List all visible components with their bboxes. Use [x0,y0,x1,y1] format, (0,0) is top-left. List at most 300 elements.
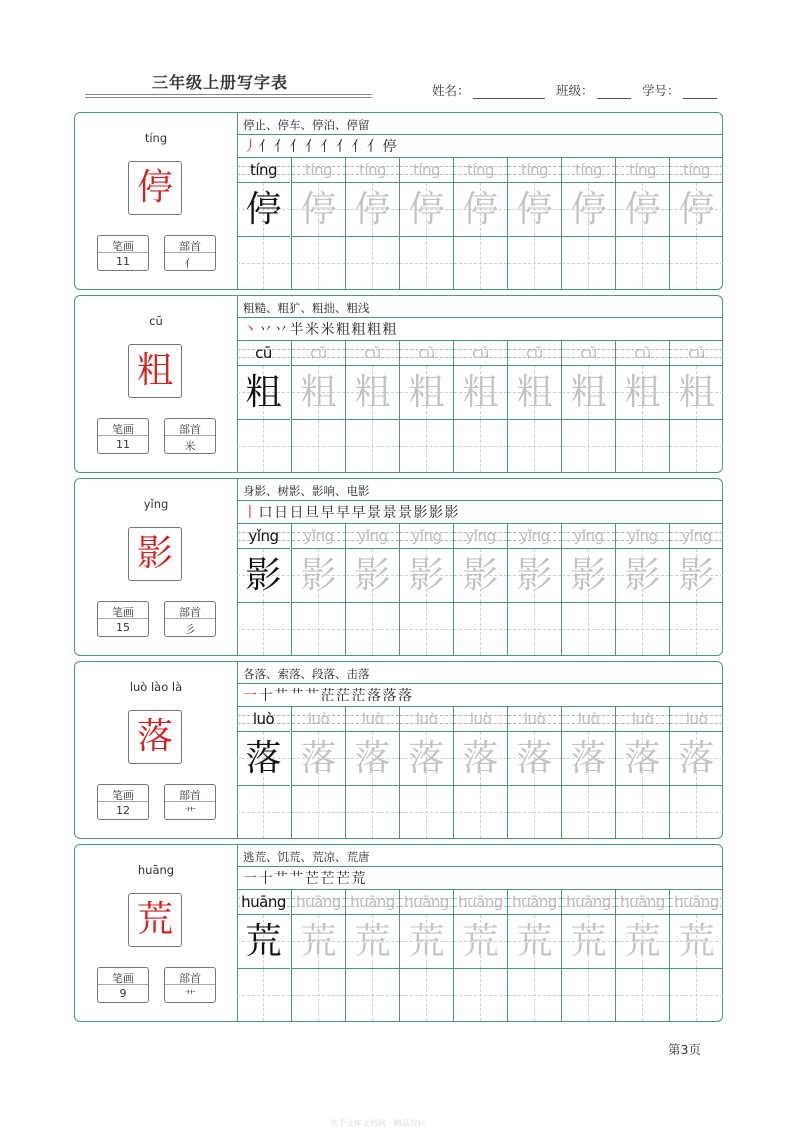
pinyin-cell[interactable] [508,524,561,548]
radical-label: 部首 [179,789,201,802]
practice-column[interactable] [561,158,615,289]
char-cell[interactable] [616,732,669,785]
stroke-step: 落 [398,688,412,704]
pinyin-cell[interactable] [670,341,723,365]
char-cell[interactable] [237,549,290,602]
stroke-step: 落 [367,688,381,704]
blank-char-cell[interactable] [292,969,345,1021]
char-cell[interactable] [508,732,561,785]
practice-column[interactable] [399,707,453,838]
stroke-step: 亻 [320,139,335,155]
pinyin-trace: huāng [241,893,286,911]
char-cell[interactable] [292,366,345,419]
char-cell[interactable] [237,915,290,968]
char-cell[interactable] [400,549,453,602]
char-cell[interactable] [562,732,615,785]
pinyin-trace: cū [310,344,327,362]
stroke-count-box [97,418,149,454]
name-field[interactable] [432,81,545,99]
practice-column[interactable] [507,707,561,838]
char-cell[interactable] [400,183,453,236]
stroke-step: 丿 [243,139,257,155]
char-cell[interactable] [508,915,561,968]
blank-char-cell[interactable] [670,603,723,655]
pinyin-cell[interactable] [670,890,723,914]
title-underline-2 [85,97,372,98]
practice-column[interactable] [615,341,669,472]
radical-value: 彡 [184,623,196,636]
char-trace: 粗 [570,372,607,413]
char-cell[interactable] [454,366,507,419]
blank-char-cell[interactable] [670,420,723,472]
blank-char-cell[interactable] [400,969,453,1021]
char-trace: 粗 [245,372,282,413]
pinyin-trace: cū [255,344,272,362]
char-cell[interactable] [670,183,723,236]
pinyin-cell[interactable] [237,890,290,914]
pinyin-trace: huāng [566,893,611,911]
pinyin-trace: tíng [574,161,603,179]
char-cell[interactable] [400,915,453,968]
blank-char-cell[interactable] [562,420,615,472]
stroke-step: 艹 [274,688,288,704]
stroke-order [243,685,414,705]
pinyin-cell[interactable] [346,524,399,548]
pinyin-cell[interactable] [292,707,345,731]
practice-column[interactable] [561,524,615,655]
stroke-step: 茫 [351,688,366,704]
practice-column[interactable] [237,707,291,838]
radical-label: 部首 [179,423,201,436]
pinyin-cell[interactable] [346,707,399,731]
pinyin-cell[interactable] [346,341,399,365]
pinyin-cell[interactable] [454,158,507,182]
pinyin-cell[interactable] [616,890,669,914]
char-cell[interactable] [454,915,507,968]
stroke-step: 亻 [289,139,304,155]
pinyin-trace: tíng [520,161,549,179]
practice-column[interactable] [669,524,723,655]
pinyin-trace: cū [688,344,705,362]
stroke-step: 芒 [320,871,335,887]
char-cell[interactable] [454,549,507,602]
char-card [74,112,723,290]
practice-column[interactable] [669,341,723,472]
pinyin-cell[interactable] [400,890,453,914]
blank-char-cell[interactable] [400,603,453,655]
radical-box [164,967,216,1003]
char-info-panel [75,479,238,655]
practice-column[interactable] [453,158,507,289]
watermark: 笔手文库文档网 · 精品资料 [330,1119,426,1128]
blank-char-cell[interactable] [292,786,345,838]
practice-column[interactable] [399,890,453,1021]
stroke-step: 景 [367,505,381,521]
char-trace: 落 [678,738,715,779]
stroke-count-value: 11 [116,255,130,268]
char-trace: 落 [570,738,607,779]
char-cell[interactable] [454,732,507,785]
char-cell[interactable] [562,183,615,236]
char-trace: 落 [408,738,445,779]
pinyin-cell[interactable] [237,707,290,731]
stroke-step: 日 [274,505,288,521]
practice-column[interactable] [345,341,399,472]
pinyin-trace: luò [469,710,492,728]
char-cell[interactable] [292,915,345,968]
blank-char-cell[interactable] [400,420,453,472]
stroke-step: 粗 [382,322,397,338]
char-trace: 影 [300,555,337,596]
pinyin-cell[interactable] [346,890,399,914]
char-display: 落 [136,716,173,757]
char-trace: 落 [516,738,553,779]
char-cell[interactable] [292,732,345,785]
blank-char-cell[interactable] [454,786,507,838]
char-display-box [128,344,182,398]
practice-column[interactable] [237,890,291,1021]
practice-column[interactable] [345,707,399,838]
pinyin-trace: huāng [674,893,719,911]
practice-column[interactable] [237,524,291,655]
pinyin-cell[interactable] [562,158,615,182]
stroke-step: 旦 [305,505,319,521]
blank-char-cell[interactable] [508,420,561,472]
char-display: 粗 [136,350,173,391]
stroke-step: 粗 [336,322,350,338]
blank-char-cell[interactable] [292,603,345,655]
class-field[interactable] [556,81,631,99]
practice-column[interactable] [399,524,453,655]
stroke-count-value: 11 [116,438,130,451]
blank-char-cell[interactable] [616,420,669,472]
pinyin-cell[interactable] [237,524,290,548]
pinyin-cell[interactable] [562,524,615,548]
pinyin-cell[interactable] [400,341,453,365]
blank-char-cell[interactable] [400,237,453,289]
practice-column[interactable] [237,341,291,472]
stroke-step: 影 [444,505,459,521]
pinyin-cell[interactable] [454,890,507,914]
char-trace: 荒 [570,921,607,962]
pinyin-cell[interactable] [292,890,345,914]
stroke-count-box [97,235,149,271]
pinyin-cell[interactable] [237,158,290,182]
practice-column[interactable] [453,707,507,838]
char-cell[interactable] [508,549,561,602]
number-blank[interactable] [683,84,717,99]
char-cell[interactable] [562,549,615,602]
radical-box [164,235,216,271]
practice-column[interactable] [345,524,399,655]
radical-value: 米 [184,440,196,453]
blank-char-cell[interactable] [292,237,345,289]
blank-char-cell[interactable] [616,969,669,1021]
stroke-count-box [97,967,149,1003]
practice-column[interactable] [507,524,561,655]
stroke-step: 亻 [258,139,273,155]
blank-char-cell[interactable] [237,420,290,472]
char-cell[interactable] [346,915,399,968]
char-trace: 粗 [678,372,715,413]
stroke-step: 影 [429,505,443,521]
char-trace: 落 [300,738,337,779]
char-cell[interactable] [670,915,723,968]
char-trace: 影 [245,555,282,596]
pinyin-trace: luò [577,710,600,728]
pinyin-trace: cū [364,344,381,362]
blank-char-cell[interactable] [616,237,669,289]
char-cell[interactable] [454,183,507,236]
blank-char-cell[interactable] [346,237,399,289]
char-info-panel [75,662,238,838]
practice-column[interactable] [615,524,669,655]
char-cell[interactable] [562,915,615,968]
practice-grid [237,158,722,289]
practice-column[interactable] [237,158,291,289]
class-label: 班级： [556,83,594,98]
char-trace: 影 [462,555,499,596]
char-cell[interactable] [400,732,453,785]
stroke-step: 一 [243,871,257,887]
pinyin-cell[interactable] [292,158,345,182]
word-list: 停止、停车、停泊、停留 [243,118,370,132]
pinyin-cell[interactable] [454,341,507,365]
blank-char-cell[interactable] [508,237,561,289]
radical-label: 部首 [179,972,201,985]
pinyin-cell[interactable] [508,341,561,365]
char-cell[interactable] [670,549,723,602]
char-cell[interactable] [237,732,290,785]
pinyin-cell[interactable] [400,524,453,548]
practice-column[interactable] [345,890,399,1021]
char-trace: 荒 [678,921,715,962]
blank-char-cell[interactable] [346,420,399,472]
blank-char-cell[interactable] [508,786,561,838]
pinyin-cell[interactable] [292,341,345,365]
blank-char-cell[interactable] [237,786,290,838]
blank-char-cell[interactable] [508,969,561,1021]
stroke-step: 丨 [243,505,257,521]
practice-column[interactable] [453,341,507,472]
pinyin-cell[interactable] [454,524,507,548]
char-cell[interactable] [670,366,723,419]
pinyin-trace: yǐng [465,527,496,545]
class-blank[interactable] [597,84,631,99]
practice-grid [237,890,722,1021]
page-title: 三年级上册写字表 [152,73,289,92]
char-info-panel [75,113,238,289]
blank-char-cell[interactable] [400,786,453,838]
practice-column[interactable] [291,341,345,472]
stroke-step: 艹 [289,871,304,887]
blank-char-cell[interactable] [616,603,669,655]
pinyin-cell[interactable] [616,707,669,731]
practice-panel [237,113,722,289]
char-trace: 影 [624,555,661,596]
practice-column[interactable] [615,890,669,1021]
blank-char-cell[interactable] [616,786,669,838]
pinyin-trace: huāng [512,893,557,911]
word-list: 身影、树影、影响、电影 [243,484,370,498]
pinyin-cell[interactable] [670,707,723,731]
pinyin-cell[interactable] [562,341,615,365]
practice-column[interactable] [561,707,615,838]
blank-char-cell[interactable] [237,969,290,1021]
pinyin-cell[interactable] [562,707,615,731]
pinyin-trace: cū [634,344,651,362]
pinyin-trace: yǐng [573,527,604,545]
blank-char-cell[interactable] [454,420,507,472]
blank-char-cell[interactable] [454,969,507,1021]
pinyin-cell[interactable] [508,707,561,731]
practice-column[interactable] [507,158,561,289]
practice-grid [237,707,722,838]
blank-char-cell[interactable] [562,786,615,838]
stroke-step: 亻 [351,139,366,155]
pinyin-trace: yǐng [627,527,658,545]
pinyin-trace: tíng [412,161,441,179]
char-cell[interactable] [616,549,669,602]
practice-column[interactable] [453,524,507,655]
char-trace: 停 [300,189,337,230]
blank-char-cell[interactable] [237,237,290,289]
pinyin-cell[interactable] [616,158,669,182]
name-label: 姓名： [432,83,470,98]
practice-panel [237,845,722,1021]
pinyin-cell[interactable] [237,341,290,365]
practice-grid [237,341,722,472]
pinyin-trace: huāng [296,893,341,911]
char-info-panel [75,296,238,472]
char-trace: 影 [570,555,607,596]
stroke-step: 影 [413,505,428,521]
practice-column[interactable] [615,707,669,838]
char-cell[interactable] [346,183,399,236]
pinyin-cell[interactable] [400,158,453,182]
pinyin-cell[interactable] [400,707,453,731]
char-trace: 停 [678,189,715,230]
char-cell[interactable] [616,366,669,419]
char-display-box [128,527,182,581]
practice-column[interactable] [507,341,561,472]
char-pinyin: yǐng [143,497,169,511]
char-cell[interactable] [237,183,290,236]
practice-column[interactable] [345,158,399,289]
blank-char-cell[interactable] [237,603,290,655]
char-cell[interactable] [346,366,399,419]
char-cell[interactable] [616,915,669,968]
char-cell[interactable] [400,366,453,419]
pinyin-cell[interactable] [508,158,561,182]
pinyin-trace: huāng [620,893,665,911]
practice-column[interactable] [561,890,615,1021]
char-trace: 停 [408,189,445,230]
practice-column[interactable] [507,890,561,1021]
blank-char-cell[interactable] [346,786,399,838]
blank-char-cell[interactable] [346,603,399,655]
blank-char-cell[interactable] [562,603,615,655]
char-cell[interactable] [346,732,399,785]
practice-column[interactable] [453,890,507,1021]
pinyin-cell[interactable] [454,707,507,731]
practice-column[interactable] [399,341,453,472]
char-cell[interactable] [616,183,669,236]
page-number: 第3页 [668,1042,701,1057]
blank-char-cell[interactable] [454,237,507,289]
char-cell[interactable] [346,549,399,602]
pinyin-trace: tíng [358,161,387,179]
title-underline [85,94,372,95]
pinyin-trace: yǐng [303,527,334,545]
blank-char-cell[interactable] [562,237,615,289]
pinyin-cell[interactable] [670,158,723,182]
pinyin-cell[interactable] [562,890,615,914]
char-cell[interactable] [508,183,561,236]
practice-column[interactable] [291,890,345,1021]
blank-char-cell[interactable] [562,969,615,1021]
stroke-step: 日 [289,505,304,521]
blank-char-cell[interactable] [346,969,399,1021]
blank-char-cell[interactable] [670,786,723,838]
practice-column[interactable] [615,158,669,289]
char-trace: 停 [245,189,282,230]
char-cell[interactable] [670,732,723,785]
pinyin-cell[interactable] [292,524,345,548]
char-cell[interactable] [508,366,561,419]
blank-char-cell[interactable] [670,969,723,1021]
stroke-step: 亻 [336,139,350,155]
pinyin-cell[interactable] [346,158,399,182]
name-blank[interactable] [473,84,545,99]
blank-char-cell[interactable] [670,237,723,289]
char-trace: 粗 [300,372,337,413]
radical-label: 部首 [179,606,201,619]
char-trace: 荒 [516,921,553,962]
pinyin-trace: luò [307,710,330,728]
practice-column[interactable] [561,341,615,472]
char-cell[interactable] [562,366,615,419]
pinyin-trace: cū [418,344,435,362]
practice-column[interactable] [669,890,723,1021]
number-field[interactable] [642,81,717,99]
pinyin-trace: cū [472,344,489,362]
char-cell[interactable] [237,366,290,419]
stroke-step: 荒 [351,871,366,887]
practice-column[interactable] [291,158,345,289]
pinyin-cell[interactable] [508,890,561,914]
practice-column[interactable] [669,158,723,289]
char-cell[interactable] [292,549,345,602]
char-trace: 影 [678,555,715,596]
stroke-count-value: 15 [116,621,130,634]
pinyin-cell[interactable] [616,341,669,365]
pinyin-cell[interactable] [670,524,723,548]
pinyin-cell[interactable] [616,524,669,548]
blank-char-cell[interactable] [292,420,345,472]
stroke-count-box [97,784,149,820]
practice-column[interactable] [291,707,345,838]
practice-column[interactable] [291,524,345,655]
char-card [74,844,723,1022]
char-trace: 粗 [462,372,499,413]
practice-column[interactable] [669,707,723,838]
blank-char-cell[interactable] [508,603,561,655]
blank-char-cell[interactable] [454,603,507,655]
char-cell[interactable] [292,183,345,236]
practice-column[interactable] [399,158,453,289]
pinyin-trace: luò [415,710,438,728]
